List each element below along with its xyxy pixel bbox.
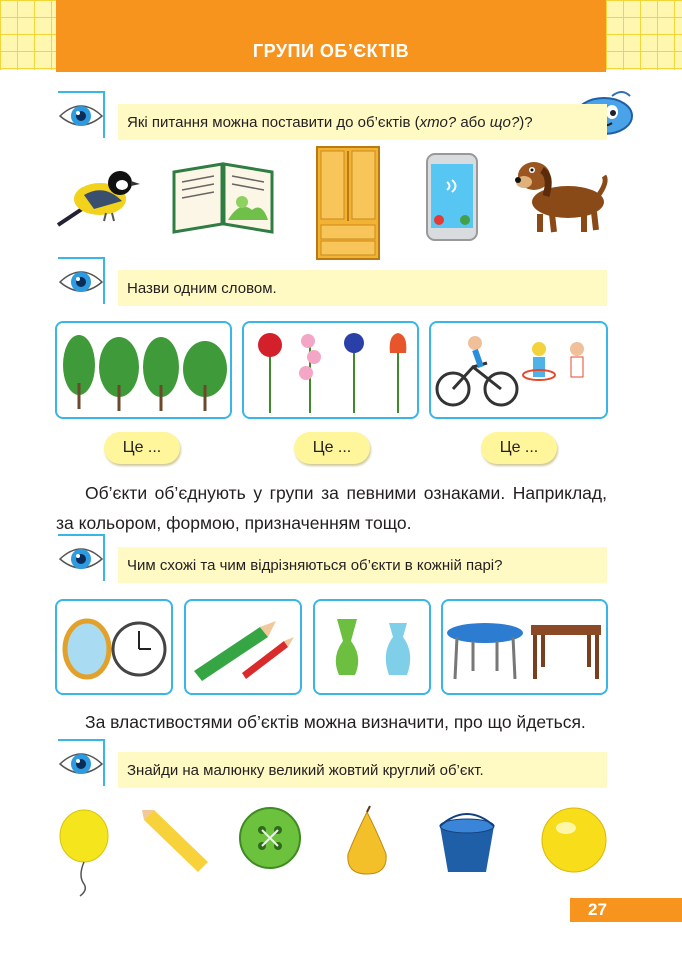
- book-image: [170, 160, 276, 236]
- decorative-grid-right: [606, 0, 682, 70]
- balloon-image: [56, 806, 112, 898]
- sport-frame: [429, 321, 608, 419]
- task-3-text: Чим схожі та чим відрізняються об’єкти в кожній парі?: [118, 547, 607, 583]
- flowers-frame: [242, 321, 419, 419]
- answer-pill-3: Це ...: [481, 432, 557, 464]
- flowers-image: [244, 323, 417, 417]
- task-2: [56, 270, 607, 306]
- button-image: [238, 806, 302, 870]
- eye-icon: [56, 533, 106, 583]
- trees-image: [57, 323, 230, 417]
- answer-pill-1: Це ...: [104, 432, 180, 464]
- yellow-ball-image: [540, 806, 608, 874]
- mirror-clock-frame: [55, 599, 173, 695]
- sport-image: [431, 323, 606, 417]
- page-title: ГРУПИ ОБ’ЄКТІВ: [252, 41, 410, 61]
- paragraph-groups: Об’єкти об’єднують у групи за певними ознаками. Наприклад, за кольором, формою, призначенням тощо.: [56, 483, 607, 533]
- wardrobe-image: [313, 145, 383, 263]
- pencil-yellow-image: [140, 808, 210, 878]
- pencils-frame: [184, 599, 302, 695]
- eye-icon: [56, 738, 106, 788]
- task-1-text: [118, 104, 607, 140]
- bird-image: [54, 165, 140, 229]
- smartphone-image: [425, 152, 479, 242]
- task-4: [56, 752, 607, 788]
- task-1-suffix: )?: [519, 113, 533, 131]
- task-1-prefix: Які питання можна поставити до об’єктів (: [127, 113, 420, 131]
- eye-icon: [56, 256, 106, 306]
- pear-image: [340, 804, 394, 876]
- task-2-text: Назви одним словом.: [118, 270, 607, 306]
- answer-pill-2: Це ...: [294, 432, 370, 464]
- eye-icon: [56, 90, 106, 140]
- bucket-image: [432, 806, 502, 874]
- task-3: [56, 547, 607, 583]
- tables-image: [443, 601, 606, 693]
- mirror-clock-image: [57, 601, 171, 693]
- vases-image: [315, 601, 429, 693]
- pencils-image: [186, 601, 300, 693]
- trees-frame: [55, 321, 232, 419]
- task-1-question-who: хто?: [419, 113, 457, 131]
- tables-frame: [441, 599, 608, 695]
- page-number: 27: [570, 898, 682, 922]
- paragraph-properties: За властивостями об’єктів можна визначити, про що йдеться.: [85, 712, 586, 732]
- decorative-grid-left: [0, 0, 56, 70]
- header-banner: [56, 0, 606, 72]
- task-1: [56, 104, 607, 140]
- dog-image: [512, 152, 608, 238]
- vases-frame: [313, 599, 431, 695]
- task-1-question-what: що?: [489, 113, 520, 131]
- task-1-or: або: [456, 113, 490, 131]
- task-4-text: Знайди на малюнку великий жовтий круглий об’єкт.: [118, 752, 607, 788]
